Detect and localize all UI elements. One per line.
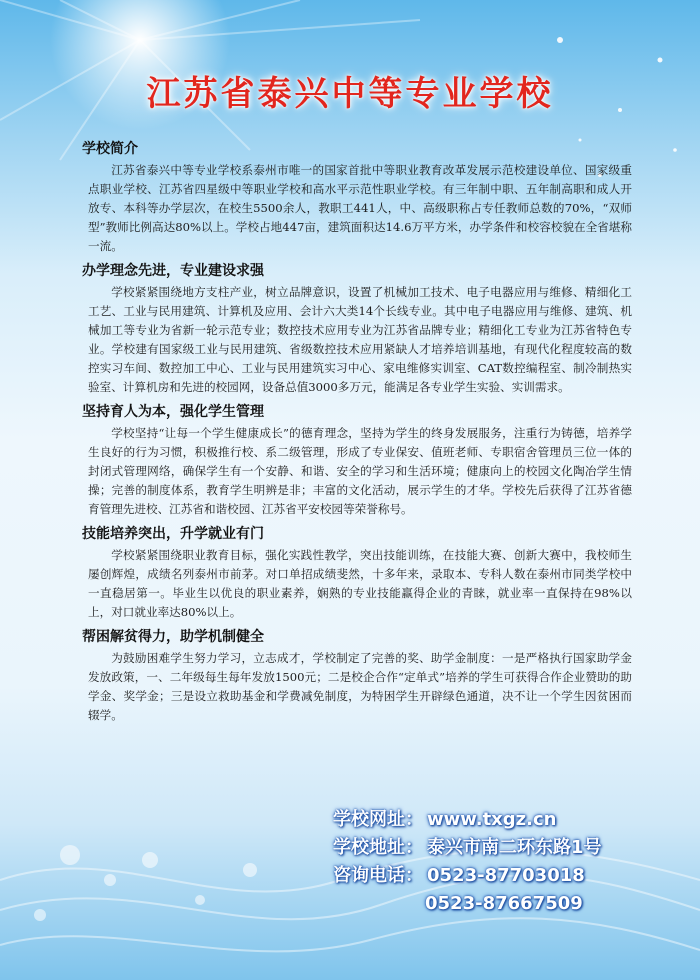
phone-label: 咨询电话： [333, 865, 423, 886]
website-label: 学校网址： [333, 809, 423, 830]
phone-number-1[interactable]: 0523-87703018 [427, 865, 585, 886]
section-body: 江苏省泰兴中等专业学校系泰州市唯一的国家首批中等职业教育改革发展示范校建设单位、国家级重点职业学校、江苏省四星级中等职业学校和高水平示范性职业学校。有三年制中职、五年制高职和成人开放专、本科等办学层次，在校生5500余人，教职工441人，中、高级职称占专任教师总数的70%，“双师型”教师比例高达80%以上。学校占地447亩，建筑面积达14.6万平方米，办学条件和校容校貌在全省堪称一流。 [88, 163, 632, 253]
website-row [333, 806, 663, 834]
section-body: 学校坚持“让每一个学生健康成长”的德育理念，坚持为学生的终身发展服务，注重行为铸德，培养学生良好的行为习惯，积极推行校、系二级管理，形成了专业保安、值班老师、专职宿舍管理员三位一体的封闭式管理网络，确保学生有一个安静、和谐、安全的学习和生活环境；健康向上的校园文化陶冶学生情操；完善的制度体系，教育学生明辨是非；丰富的文化活动，展示学生的才华。学校先后获得了江苏省德育管理先进校、江苏省和谐校园、江苏省平安校园等荣誉称号。 [88, 426, 632, 516]
section-heading: 办学理念先进，专业建设求强 [82, 263, 264, 279]
section-financial-aid [82, 626, 632, 725]
main-content [82, 134, 632, 729]
section-skills [82, 523, 632, 622]
section-heading: 帮困解贫得力，助学机制健全 [82, 629, 264, 645]
address-value: 泰兴市南二环东路1号 [427, 837, 602, 858]
page-title: 江苏省泰兴中等专业学校 [146, 74, 554, 114]
section-student-management [82, 401, 632, 519]
section-philosophy [82, 260, 632, 397]
section-body: 学校紧紧围绕职业教育目标，强化实践性教学，突出技能训练，在技能大赛、创新大赛中，我校师生屡创辉煌，成绩名列泰州市前茅。对口单招成绩斐然，十多年来，录取本、专科人数在泰州市同类学校中一直稳居第一。毕业生以优良的职业素养，娴熟的专业技能赢得企业的青睐，就业率一直保持在98%以上，对口就业率达80%以上。 [88, 548, 632, 619]
section-heading: 学校简介 [82, 141, 138, 157]
phone-row [333, 862, 663, 890]
section-heading: 技能培养突出，升学就业有门 [82, 526, 264, 542]
phone-row-2 [333, 890, 663, 918]
section-heading: 坚持育人为本，强化学生管理 [82, 404, 264, 420]
water-bubbles [34, 845, 257, 921]
section-school-intro [82, 138, 632, 256]
section-body: 为鼓励困难学生努力学习，立志成才，学校制定了完善的奖、助学金制度：一是严格执行国家助学金发放政策，一、二年级每生每年发放1500元；二是校企合作“定单式”培养的学生可获得合作企业赞助的助学金、奖学金；三是设立救助基金和学费减免制度，为特困学生开辟绿色通道，决不让一个学生因贫困而辍学。 [88, 651, 632, 722]
phone-number-2[interactable]: 0523-87667509 [425, 893, 583, 914]
section-body: 学校紧紧围绕地方支柱产业，树立品牌意识，设置了机械加工技术、电子电器应用与维修、精细化工工艺、工业与民用建筑、计算机及应用、会计六大类14个长线专业。其中电子电器应用与维修、建筑、机械加工等专业为省新一轮示范专业；数控技术应用专业为江苏省品牌专业；精细化工专业为江苏省特色专业。学校建有国家级工业与民用建筑、省级数控技术应用紧缺人才培养培训基地，有现代化程度较高的数控实习车间、数控加工中心、工业与民用建筑实习中心、家电维修实训室、CAT数控编程室、制冷制热实验室、计算机房和先进的校园网，设备总值3000多万元，能满足各专业学生实验、实训需求。 [88, 285, 632, 394]
website-link[interactable]: www.txgz.cn [427, 809, 557, 830]
contact-block [333, 806, 663, 918]
address-row [333, 834, 663, 862]
address-label: 学校地址： [333, 837, 423, 858]
